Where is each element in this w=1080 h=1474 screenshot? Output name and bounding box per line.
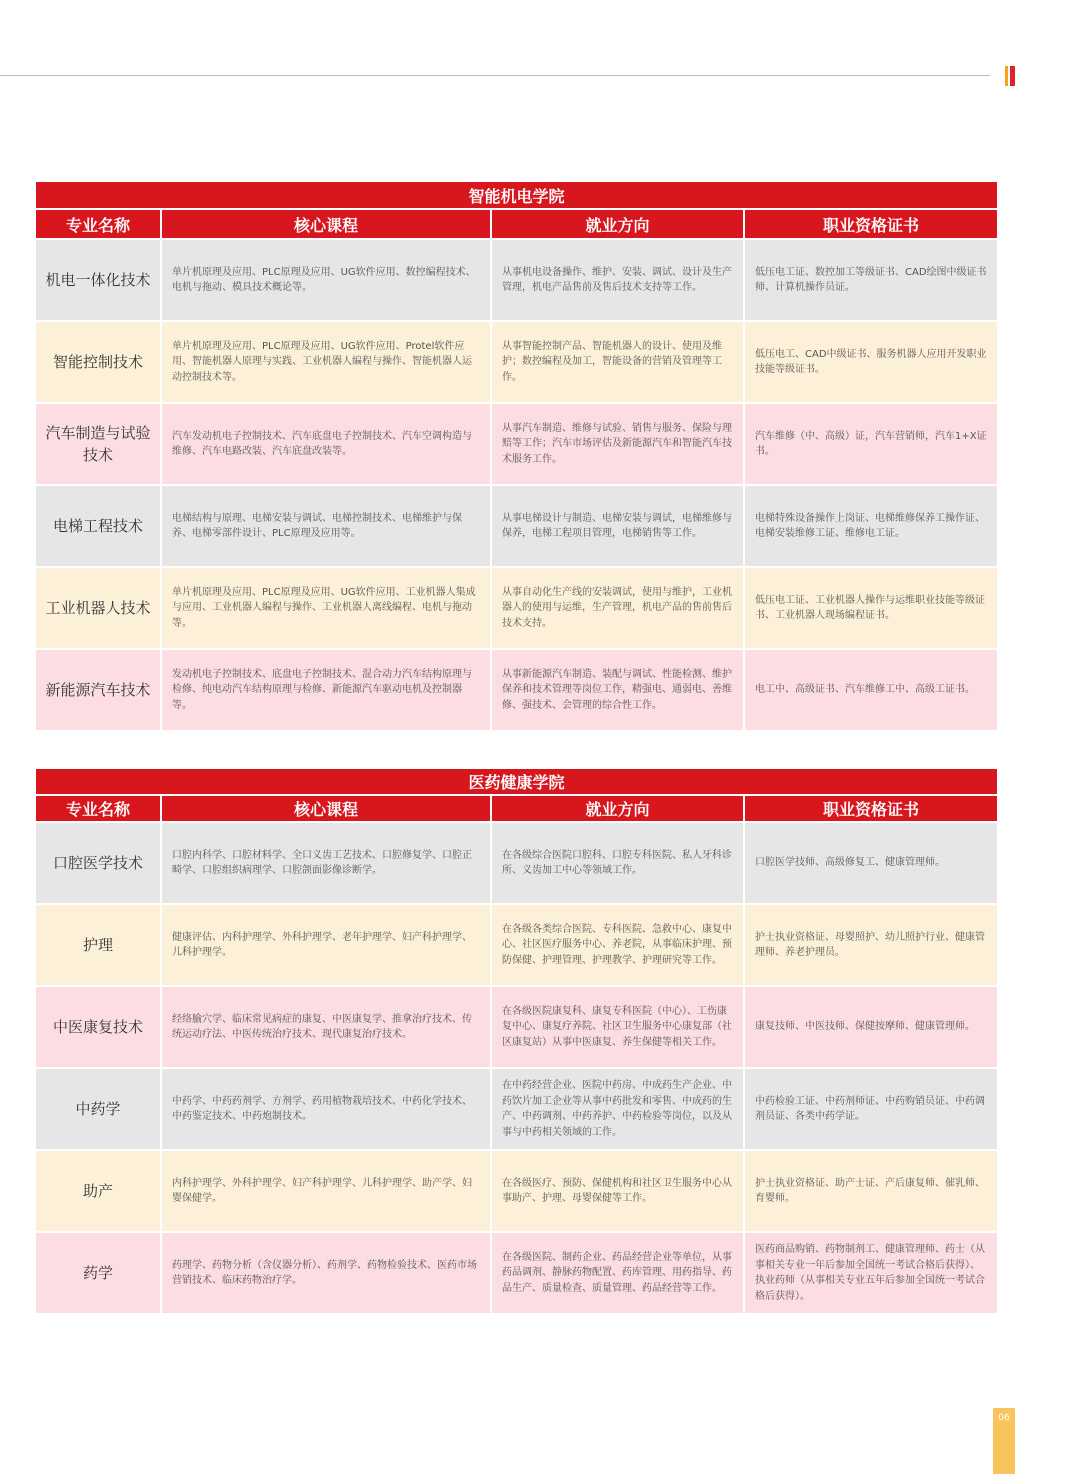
table-row [35, 239, 998, 321]
core-courses: 中药学、中药药剂学、方剂学、药用植物栽培技术、中药化学技术、中药鉴定技术、中药炮制技术。 [161, 1068, 491, 1150]
table-row [35, 986, 998, 1068]
major-name: 智能控制技术 [35, 321, 161, 403]
col-header-jobs: 就业方向 [491, 209, 744, 239]
core-courses: 单片机原理及应用、PLC原理及应用、UG软件应用、Protel软件应用、智能机器人原理与实践、工业机器人编程与操作、智能机器人运动控制技术等。 [161, 321, 491, 403]
major-name: 中医康复技术 [35, 986, 161, 1068]
core-courses: 单片机原理及应用、PLC原理及应用、UG软件应用、工业机器人集成与应用、工业机器人编程与操作、工业机器人离线编程、电机与拖动等。 [161, 567, 491, 649]
table-title: 智能机电学院 [35, 181, 998, 209]
table-title: 医药健康学院 [35, 768, 998, 795]
major-name: 机电一体化技术 [35, 239, 161, 321]
major-name: 药学 [35, 1232, 161, 1314]
major-name: 工业机器人技术 [35, 567, 161, 649]
certificates: 康复技师、中医技师、保健按摩师、健康管理师。 [744, 986, 998, 1068]
col-header-certs: 职业资格证书 [744, 209, 998, 239]
career-direction: 从事新能源汽车制造、装配与调试、性能检测、维护保养和技术管理等岗位工作，精强电、通弱电、善维修、强技术、会管理的综合性工作。 [491, 649, 744, 731]
certificates: 护士执业资格证、母婴照护、幼儿照护行业、健康管理师、养老护理员。 [744, 904, 998, 986]
core-courses: 电梯结构与原理、电梯安装与调试、电梯控制技术、电梯维护与保养、电梯零部件设计、PLC原理及应用等。 [161, 485, 491, 567]
table-row [35, 403, 998, 485]
core-courses: 单片机原理及应用、PLC原理及应用、UG软件应用、数控编程技术、电机与拖动、模具技术概论等。 [161, 239, 491, 321]
core-courses: 发动机电子控制技术、底盘电子控制技术、混合动力汽车结构原理与检修、纯电动汽车结构原理与检修、新能源汽车驱动电机及控制器等。 [161, 649, 491, 731]
table-row [35, 1232, 998, 1314]
core-courses: 内科护理学、外科护理学、妇产科护理学、儿科护理学、助产学、妇婴保健学。 [161, 1150, 491, 1232]
certificates: 口腔医学技师、高级修复工、健康管理师。 [744, 822, 998, 904]
major-name: 电梯工程技术 [35, 485, 161, 567]
core-courses: 药理学、药物分析（含仪器分析）、药剂学、药物检验技术、医药市场营销技术、临床药物治疗学。 [161, 1232, 491, 1314]
table-row [35, 321, 998, 403]
col-header-courses: 核心课程 [161, 795, 491, 822]
career-direction: 在各级综合医院口腔科、口腔专科医院、私人牙科诊所、义齿加工中心等领域工作。 [491, 822, 744, 904]
col-header-jobs: 就业方向 [491, 795, 744, 822]
major-name: 中药学 [35, 1068, 161, 1150]
career-direction: 从事汽车制造、维修与试验、销售与服务、保险与理赔等工作；汽车市场评估及新能源汽车和智能汽车技术服务工作。 [491, 403, 744, 485]
major-name: 汽车制造与试验技术 [35, 403, 161, 485]
header-accent-yellow [1005, 66, 1008, 86]
career-direction: 在各级医疗、预防、保健机构和社区卫生服务中心从事助产、护理、母婴保健等工作。 [491, 1150, 744, 1232]
col-header-major: 专业名称 [35, 209, 161, 239]
career-direction: 在中药经营企业、医院中药房、中成药生产企业、中药饮片加工企业等从事中药批发和零售、中成药的生产、中药调剂、中药养护、中药检验等岗位，以及从事与中药相关领域的工作。 [491, 1068, 744, 1150]
certificates: 电工中、高级证书、汽车维修工中、高级工证书。 [744, 649, 998, 731]
career-direction: 在各级医院康复科、康复专科医院（中心）、工伤康复中心、康复疗养院、社区卫生服务中心康复部（社区康复站）从事中医康复、养生保健等相关工作。 [491, 986, 744, 1068]
table-medical-health [34, 767, 999, 1315]
table-row [35, 904, 998, 986]
col-header-certs: 职业资格证书 [744, 795, 998, 822]
core-courses: 经络腧穴学、临床常见病症的康复、中医康复学、推拿治疗技术、传统运动疗法、中医传统治疗技术、现代康复治疗技术。 [161, 986, 491, 1068]
page-number: 06 [993, 1408, 1015, 1474]
major-name: 护理 [35, 904, 161, 986]
core-courses: 汽车发动机电子控制技术、汽车底盘电子控制技术、汽车空调构造与维修、汽车电路改装、汽车底盘改装等。 [161, 403, 491, 485]
certificates: 低压电工、CAD中级证书、服务机器人应用开发职业技能等级证书。 [744, 321, 998, 403]
certificates: 中药检验工证、中药剂师证、中药购销员证、中药调剂员证、各类中药学证。 [744, 1068, 998, 1150]
table-row [35, 822, 998, 904]
header-accent-red [1010, 66, 1015, 86]
certificates: 低压电工证、工业机器人操作与运维职业技能等级证书、工业机器人现场编程证书。 [744, 567, 998, 649]
table-row [35, 1150, 998, 1232]
core-courses: 口腔内科学、口腔材料学、全口义齿工艺技术、口腔修复学、口腔正畸学、口腔组织病理学、口腔颌面影像诊断学。 [161, 822, 491, 904]
major-name: 口腔医学技术 [35, 822, 161, 904]
table-row [35, 567, 998, 649]
table-row [35, 485, 998, 567]
col-header-major: 专业名称 [35, 795, 161, 822]
certificates: 电梯特殊设备操作上岗证、电梯维修保养工操作证、电梯安装维修工证、维修电工证。 [744, 485, 998, 567]
header-rule [0, 75, 990, 76]
career-direction: 从事机电设备操作、维护、安装、调试、设计及生产管理，机电产品售前及售后技术支持等工作。 [491, 239, 744, 321]
major-name: 新能源汽车技术 [35, 649, 161, 731]
certificates: 低压电工证、数控加工等级证书、CAD绘图中级证书师、计算机操作员证。 [744, 239, 998, 321]
table-mechatronics [34, 180, 999, 732]
certificates: 医药商品购销、药物制剂工、健康管理师、药士（从事相关专业一年后参加全国统一考试合格后获得）、执业药师（从事相关专业五年后参加全国统一考试合格后获得）。 [744, 1232, 998, 1314]
certificates: 护士执业资格证、助产士证、产后康复师、催乳师、育婴师。 [744, 1150, 998, 1232]
major-name: 助产 [35, 1150, 161, 1232]
col-header-courses: 核心课程 [161, 209, 491, 239]
certificates: 汽车维修（中、高级）证，汽车营销师，汽车1+X证书。 [744, 403, 998, 485]
career-direction: 从事自动化生产线的安装调试，使用与维护，工业机器人的使用与运维，生产管理，机电产品的售前售后技术支持。 [491, 567, 744, 649]
table-row [35, 649, 998, 731]
career-direction: 从事电梯设计与制造、电梯安装与调试，电梯维修与保养，电梯工程项目管理，电梯销售等工作。 [491, 485, 744, 567]
career-direction: 在各级各类综合医院、专科医院、急救中心、康复中心、社区医疗服务中心、养老院，从事临床护理、预防保健、护理管理、护理教学、护理研究等工作。 [491, 904, 744, 986]
career-direction: 在各级医院、制药企业、药品经营企业等单位，从事药品调剂、静脉药物配置、药库管理、用药指导、药品生产、质量检查、质量管理、药品经营等工作。 [491, 1232, 744, 1314]
career-direction: 从事智能控制产品、智能机器人的设计、使用及维护；数控编程及加工，智能设备的营销及管理等工作。 [491, 321, 744, 403]
table-row [35, 1068, 998, 1150]
core-courses: 健康评估、内科护理学、外科护理学、老年护理学、妇产科护理学、儿科护理学。 [161, 904, 491, 986]
